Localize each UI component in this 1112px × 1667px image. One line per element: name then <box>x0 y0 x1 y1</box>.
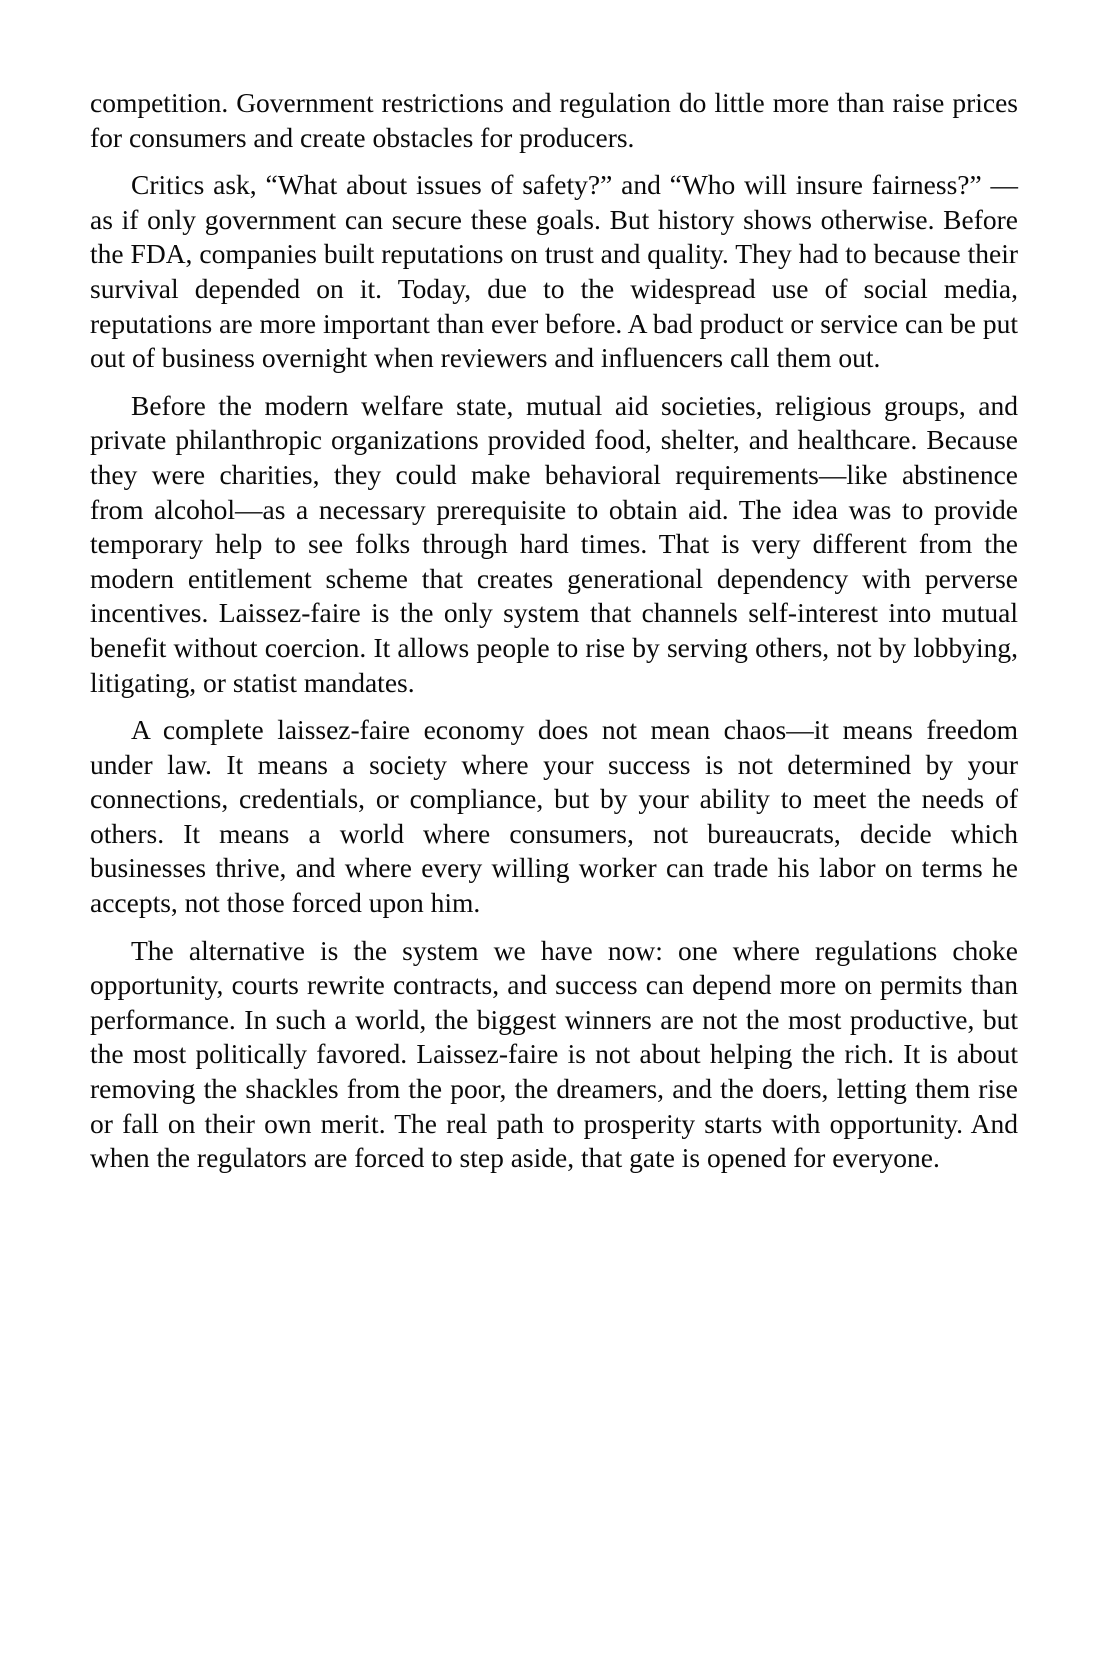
page-text-block <box>90 86 1018 1176</box>
body-paragraph: A complete laissez-faire economy does not mean chaos—it means freedom under law. It means a society where your success is not determined by your connections, credentials, or compliance, but by your ability to meet the needs of others. It means a world where consumers, not bureaucrats, decide which businesses thrive, and where every willing worker can trade his labor on terms he accepts, not those forced upon him. <box>90 714 1018 919</box>
body-paragraph: The alternative is the system we have now: one where regulations choke opportunity, courts rewrite contracts, and success can depend more on permits than performance. In such a world, the biggest winners are not the most productive, but the most politically favored. Laissez-faire is not about helping the rich. It is about removing the shackles from the poor, the dreamers, and the doers, letting them rise or fall on their own merit. The real path to prosperity starts with opportunity. And when the regulators are forced to step aside, that gate is opened for everyone. <box>90 934 1018 1174</box>
body-paragraph: Critics ask, “What about issues of safety?” and “Who will insure fairness?” — as if only government can secure these goals. But history shows otherwise. Before the FDA, companies built reputations on trust and quality. They had to because their survival depended on it. Today, due to the widespread use of social media, reputations are more important than ever before. A bad product or service can be put out of business overnight when reviewers and influencers call them out. <box>90 169 1018 374</box>
body-paragraph: Before the modern welfare state, mutual aid societies, religious groups, and private philanthropic organizations provided food, shelter, and healthcare. Because they were charities, they could make behavioral requirements—like abstinence from alcohol—as a necessary prerequisite to obtain aid. The idea was to provide temporary help to see folks through hard times. That is very different from the modern entitlement scheme that creates generational dependency with perverse incentives. Laissez-faire is the only system that channels self-interest into mutual benefit without coercion. It allows people to rise by serving others, not by lobbying, litigating, or statist mandates. <box>90 389 1018 698</box>
paragraph-continuation: competition. Government restrictions and regulation do little more than raise prices for consumers and create obstacles for producers. <box>90 87 1018 153</box>
